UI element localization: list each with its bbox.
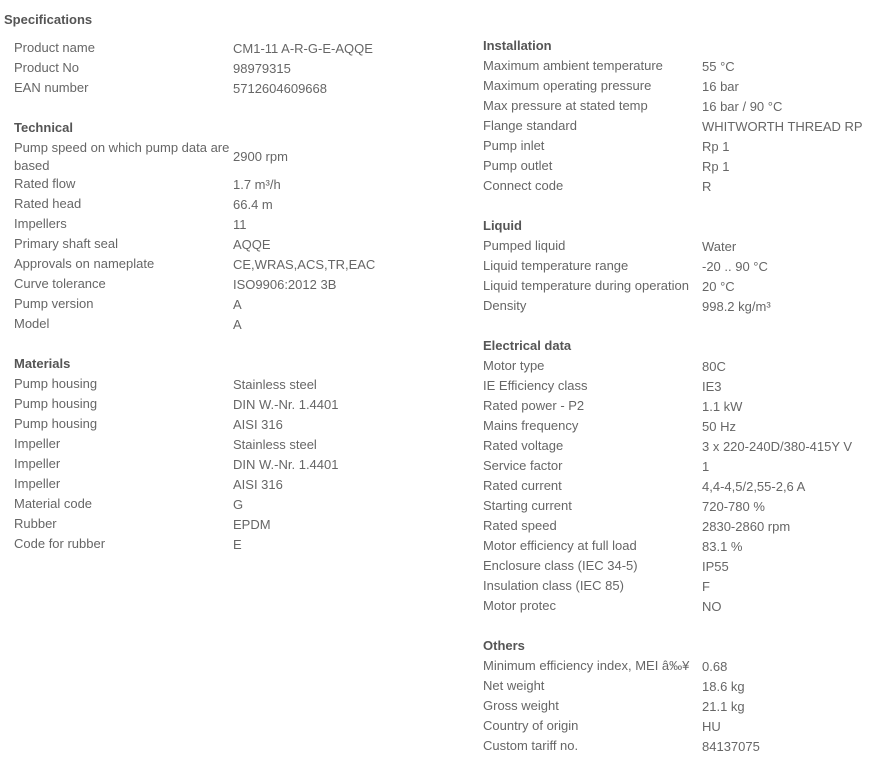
spec-row — [483, 117, 890, 137]
spec-row — [483, 257, 890, 277]
spec-value: G — [233, 497, 244, 512]
spec-row — [14, 59, 434, 79]
spec-label: Net weight — [483, 678, 545, 693]
spec-label: Impeller — [14, 456, 61, 471]
section-installation — [483, 37, 890, 197]
spec-value: 84137075 — [702, 739, 760, 754]
spec-value: 16 bar / 90 °C — [702, 99, 783, 114]
spec-label: Primary shaft seal — [14, 236, 119, 251]
spec-label: Impellers — [14, 216, 67, 231]
spec-value: DIN W.-Nr. 1.4401 — [233, 397, 339, 412]
spec-row — [14, 79, 434, 99]
spec-label: Product name — [14, 40, 95, 55]
spec-row — [483, 397, 890, 417]
spec-value: 11 — [233, 217, 247, 232]
section-technical — [14, 119, 434, 335]
spec-label: Service factor — [483, 458, 563, 473]
spec-row — [483, 237, 890, 257]
spec-row — [483, 77, 890, 97]
spec-value: 1.1 kW — [702, 399, 743, 414]
spec-row — [14, 275, 434, 295]
spec-label: Pump outlet — [483, 158, 553, 173]
spec-row — [14, 435, 434, 455]
spec-row — [483, 277, 890, 297]
spec-value: A — [233, 317, 242, 332]
spec-row — [14, 315, 434, 335]
spec-value: 55 °C — [702, 59, 735, 74]
spec-value: 80C — [702, 359, 726, 374]
spec-row — [483, 717, 890, 737]
spec-label: Rated voltage — [483, 438, 564, 453]
spec-row — [483, 597, 890, 617]
spec-row — [483, 737, 890, 757]
spec-row — [14, 139, 434, 175]
spec-value: Water — [702, 239, 737, 254]
spec-label: Gross weight — [483, 698, 559, 713]
spec-value: R — [702, 179, 712, 194]
spec-value: AISI 316 — [233, 477, 283, 492]
spec-row — [483, 537, 890, 557]
spec-label: Motor type — [483, 358, 545, 373]
spec-row — [483, 477, 890, 497]
spec-value: 18.6 kg — [702, 679, 745, 694]
spec-label: Pump speed on which pump data are based — [14, 140, 230, 173]
spec-value: 50 Hz — [702, 419, 736, 434]
section-title: Liquid — [483, 218, 522, 233]
spec-label: Model — [14, 316, 50, 331]
spec-value: DIN W.-Nr. 1.4401 — [233, 457, 339, 472]
spec-label: Approvals on nameplate — [14, 256, 155, 271]
spec-value: ISO9906:2012 3B — [233, 277, 337, 292]
spec-value: 1 — [702, 459, 710, 474]
spec-row — [483, 517, 890, 537]
spec-label: Maximum ambient temperature — [483, 58, 663, 73]
spec-value: Rp 1 — [702, 159, 730, 174]
spec-label: Custom tariff no. — [483, 738, 579, 753]
section-title: Technical — [14, 120, 74, 135]
spec-label: Liquid temperature during operation — [483, 278, 689, 293]
spec-label: Curve tolerance — [14, 276, 106, 291]
spec-value: CM1-11 A-R-G-E-AQQE — [233, 41, 373, 56]
spec-row — [14, 295, 434, 315]
spec-value: Stainless steel — [233, 437, 317, 452]
spec-value: 66.4 m — [233, 197, 273, 212]
spec-label: Country of origin — [483, 718, 579, 733]
spec-row — [483, 577, 890, 597]
spec-label: Rated head — [14, 196, 82, 211]
spec-label: Motor protec — [483, 598, 556, 613]
spec-label: Impeller — [14, 476, 61, 491]
section-title: Materials — [14, 356, 71, 371]
spec-row — [14, 175, 434, 195]
spec-label: Flange standard — [483, 118, 577, 133]
spec-row — [483, 437, 890, 457]
spec-row — [14, 39, 434, 59]
spec-value: 20 °C — [702, 279, 735, 294]
spec-value: 998.2 kg/m³ — [702, 299, 771, 314]
section-electrical-data — [483, 337, 890, 617]
spec-label: Impeller — [14, 436, 61, 451]
spec-label: Pump housing — [14, 376, 98, 391]
spec-value: 98979315 — [233, 61, 291, 76]
spec-value: A — [233, 297, 242, 312]
section-materials — [14, 355, 434, 555]
spec-row — [14, 495, 434, 515]
spec-label: Pump version — [14, 296, 94, 311]
spec-value: AISI 316 — [233, 417, 283, 432]
spec-value: 2830-2860 rpm — [702, 519, 791, 534]
spec-label: Motor efficiency at full load — [483, 538, 637, 553]
spec-row — [483, 297, 890, 317]
spec-row — [14, 215, 434, 235]
spec-row — [483, 697, 890, 717]
spec-row — [14, 395, 434, 415]
spec-value: IP55 — [702, 559, 729, 574]
spec-label: Rated flow — [14, 176, 76, 191]
spec-value: F — [702, 579, 710, 594]
spec-label: Pump inlet — [483, 138, 545, 153]
spec-value: Rp 1 — [702, 139, 730, 154]
section-others — [483, 637, 890, 757]
spec-row — [14, 195, 434, 215]
spec-value: EPDM — [233, 517, 271, 532]
spec-row — [14, 515, 434, 535]
spec-label: Maximum operating pressure — [483, 78, 652, 93]
spec-label: Liquid temperature range — [483, 258, 629, 273]
spec-row — [483, 417, 890, 437]
spec-row — [14, 255, 434, 275]
spec-value: 4,4-4,5/2,55-2,6 A — [702, 479, 806, 494]
spec-row — [483, 57, 890, 77]
spec-value: HU — [702, 719, 721, 734]
spec-value: NO — [702, 599, 722, 614]
spec-value: AQQE — [233, 237, 271, 252]
left-column — [14, 39, 434, 575]
spec-label: Density — [483, 298, 527, 313]
spec-value: 83.1 % — [702, 539, 743, 554]
spec-value: Stainless steel — [233, 377, 317, 392]
spec-row — [483, 137, 890, 157]
section-title: Installation — [483, 38, 552, 53]
spec-label: Starting current — [483, 498, 572, 513]
section-liquid — [483, 217, 890, 317]
page-title: Specifications — [4, 12, 93, 27]
spec-value: 1.7 m³/h — [233, 177, 281, 192]
spec-row — [483, 677, 890, 697]
spec-row — [483, 377, 890, 397]
right-column — [483, 37, 890, 777]
spec-label: Pump housing — [14, 416, 98, 431]
spec-row — [14, 235, 434, 255]
spec-label: Mains frequency — [483, 418, 579, 433]
spec-row — [483, 177, 890, 197]
spec-label: Minimum efficiency index, MEI â‰¥ — [483, 658, 690, 673]
spec-label: Enclosure class (IEC 34-5) — [483, 558, 638, 573]
spec-row — [14, 535, 434, 555]
spec-value: E — [233, 537, 242, 552]
spec-value: 720-780 % — [702, 499, 765, 514]
spec-row — [483, 557, 890, 577]
spec-label: Material code — [14, 496, 93, 511]
spec-row — [14, 455, 434, 475]
spec-row — [483, 157, 890, 177]
spec-value: WHITWORTH THREAD RP — [702, 119, 863, 134]
spec-value: 21.1 kg — [702, 699, 745, 714]
spec-label: Code for rubber — [14, 536, 106, 551]
spec-row — [14, 475, 434, 495]
spec-value: 0.68 — [702, 659, 728, 674]
spec-value: 5712604609668 — [233, 81, 327, 96]
spec-label: Rated power - P2 — [483, 398, 585, 413]
spec-row — [483, 497, 890, 517]
spec-row — [483, 657, 890, 677]
spec-label: EAN number — [14, 80, 89, 95]
spec-value: 16 bar — [702, 79, 739, 94]
spec-row — [483, 357, 890, 377]
spec-label: Rubber — [14, 516, 57, 531]
spec-label: Max pressure at stated temp — [483, 98, 648, 113]
spec-label: Product No — [14, 60, 80, 75]
spec-label: Connect code — [483, 178, 564, 193]
spec-row — [14, 415, 434, 435]
spec-label: Insulation class (IEC 85) — [483, 578, 624, 593]
section-title: Electrical data — [483, 338, 572, 353]
spec-value: CE,WRAS,ACS,TR,EAC — [233, 257, 376, 272]
spec-row — [483, 457, 890, 477]
spec-value: -20 .. 90 °C — [702, 259, 768, 274]
spec-value: 2900 rpm — [233, 149, 288, 164]
spec-row — [483, 97, 890, 117]
spec-value: IE3 — [702, 379, 722, 394]
spec-label: Pumped liquid — [483, 238, 566, 253]
spec-label: IE Efficiency class — [483, 378, 588, 393]
section-title: Others — [483, 638, 525, 653]
spec-label: Rated current — [483, 478, 562, 493]
spec-value: 3 x 220-240D/380-415Y V — [702, 439, 853, 454]
spec-label: Rated speed — [483, 518, 557, 533]
section-general — [14, 39, 434, 99]
spec-label: Pump housing — [14, 396, 98, 411]
spec-row — [14, 375, 434, 395]
